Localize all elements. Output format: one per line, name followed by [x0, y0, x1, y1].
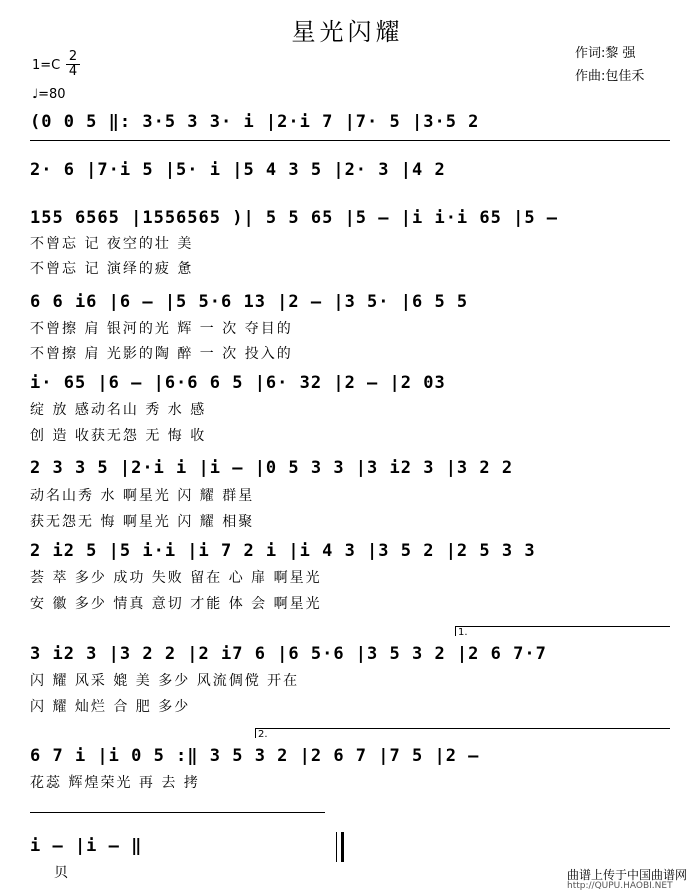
staff-3-notes: 155 6565 |1556565 )| 5 5 65 |5 – |i i·i 65 |5 – [30, 208, 559, 228]
staff-5-notes: i· 65 |6 – |6·6 6 5 |6· 32 |2 – |2 03 [30, 373, 446, 393]
composer-credit: 作曲:包佳禾 [575, 69, 645, 84]
staff-7-lyrics-1: 荟 萃 多少 成功 失败 留在 心 扉 啊星光 [30, 570, 322, 586]
staff-10-overline [30, 812, 325, 813]
time-signature-top: 2 [68, 49, 78, 64]
staff-4-notes: 6 6 i6 |6 – |5 5·6 13 |2 – |3 5· |6 5 5 [30, 292, 469, 312]
watermark-url: http://QUPU.HAOBI.NET [567, 881, 673, 891]
staff-8-lyrics-1: 闪 耀 风采 媲 美 多少 风流倜傥 开在 [30, 673, 300, 689]
staff-9-notes: 6 7 i |i 0 5 :‖ 3 5 3 2 |2 6 7 |7 5 |2 – [30, 746, 480, 766]
staff-9-lyrics-1: 花蕊 辉煌荣光 再 去 拷 [30, 775, 200, 791]
key-signature: 1=C [32, 58, 61, 73]
final-barline-thin [336, 832, 337, 862]
volta-2-label: 2. [258, 729, 268, 740]
staff-6-lyrics-1: 动名山秀 水 啊星光 闪 耀 群星 [30, 488, 255, 504]
staff-7-lyrics-2: 安 徽 多少 情真 意切 才能 体 会 啊星光 [30, 596, 322, 612]
volta-1-bracket-end [455, 626, 456, 636]
time-signature-bottom: 4 [66, 64, 80, 79]
staff-8-lyrics-2: 闪 耀 灿烂 合 肥 多少 [30, 699, 191, 715]
lyricist-credit: 作词:黎 强 [575, 46, 636, 61]
watermark-text: 曲谱上传于中国曲谱网 [567, 868, 688, 882]
volta-1-label: 1. [458, 627, 468, 638]
staff-3-lyrics-1: 不曾忘 记 夜空的壮 美 [30, 236, 194, 252]
final-barline-thick [341, 832, 344, 862]
volta-1-bracket [455, 626, 670, 627]
staff-4-lyrics-2: 不曾擦 肩 光影的陶 醉 一 次 投入的 [30, 346, 293, 362]
volta-2-bracket [255, 728, 670, 729]
staff-10-lyrics-1: 贝 [54, 865, 70, 881]
staff-5-lyrics-1: 绽 放 感动名山 秀 水 感 [30, 402, 207, 418]
staff-6-lyrics-2: 获无怨无 悔 啊星光 闪 耀 相聚 [30, 514, 255, 530]
staff-6-notes: 2 3 3 5 |2·i i |i – |0 5 3 3 |3 i2 3 |3 2 2 [30, 458, 514, 478]
song-title: 星光闪耀 [291, 18, 404, 46]
staff-1-underline [30, 140, 670, 141]
staff-4-lyrics-1: 不曾擦 肩 银河的光 辉 一 次 夺目的 [30, 321, 293, 337]
time-signature [66, 50, 80, 79]
staff-7-notes: 2 i2 5 |5 i·i |i 7 2 i |i 4 3 |3 5 2 |2 5 3 3 [30, 541, 536, 561]
staff-2-notes: 2· 6 |7·i 5 |5· i |5 4 3 5 |2· 3 |4 2 [30, 160, 446, 180]
tempo-marking: ♩=80 [32, 87, 66, 102]
staff-10-notes: i – |i – ‖ [30, 836, 143, 856]
volta-2-bracket-end [255, 728, 256, 738]
staff-5-lyrics-2: 创 造 收获无怨 无 悔 收 [30, 428, 207, 444]
staff-3-lyrics-2: 不曾忘 记 演绎的疲 惫 [30, 261, 194, 277]
staff-1-notes: (0 0 5 ‖: 3·5 3 3· i |2·i 7 |7· 5 |3·5 2 [30, 112, 480, 132]
staff-8-notes: 3 i2 3 |3 2 2 |2 i7 6 |6 5·6 |3 5 3 2 |2 6 7·7 [30, 644, 547, 664]
